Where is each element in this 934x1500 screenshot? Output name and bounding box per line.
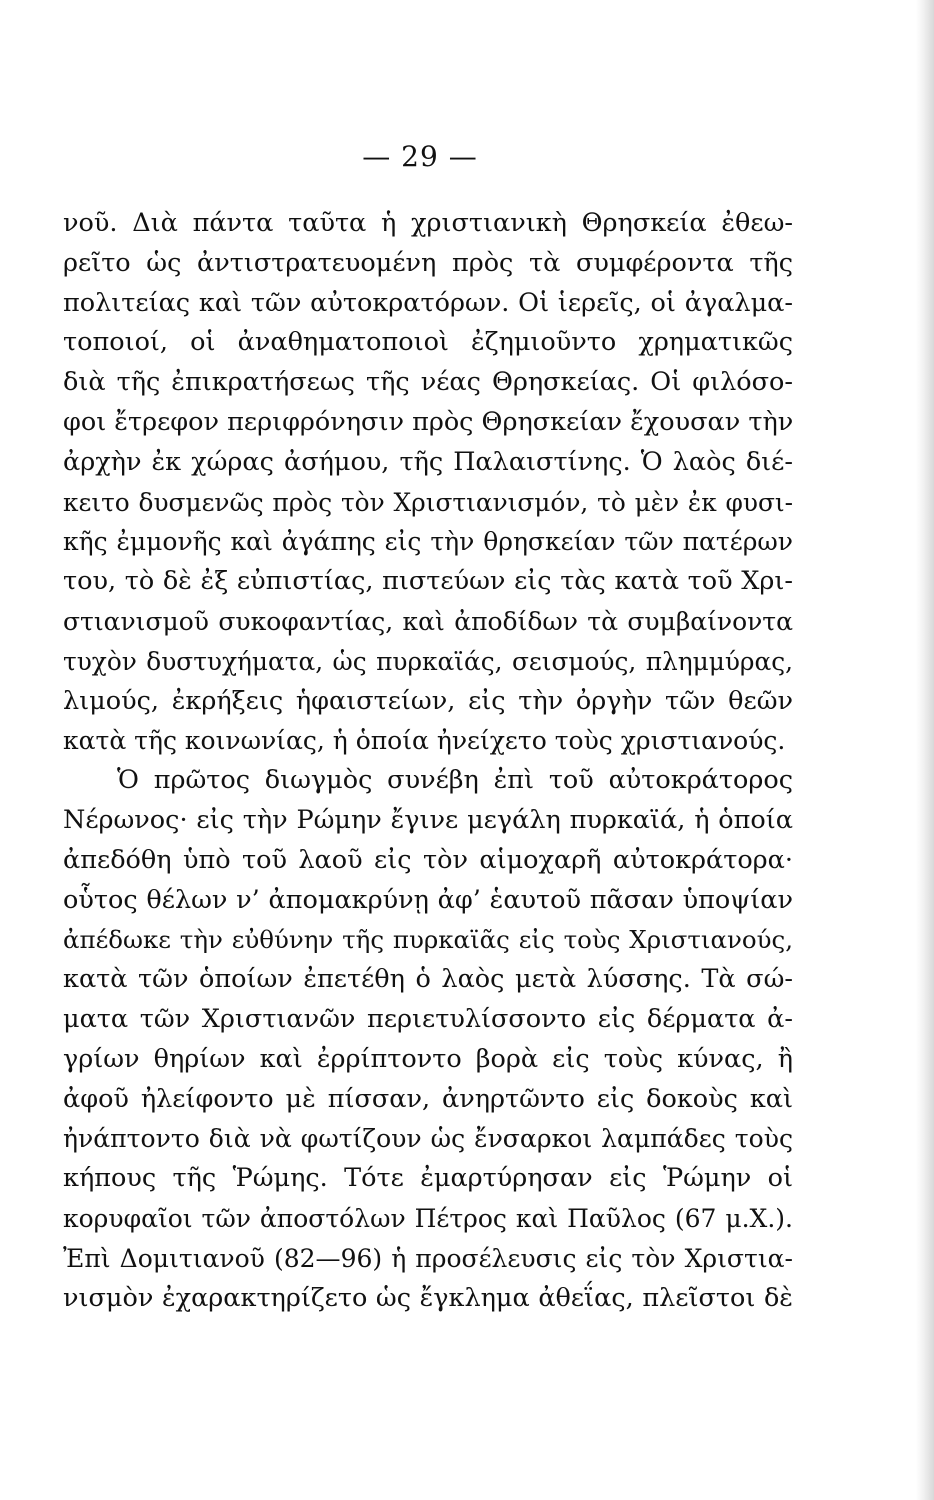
text-line: κήπους τῆς Ῥώμης. Τότε ἐμαρτύρησαν εἰς Ῥώμην οἱ — [63, 1163, 793, 1194]
text-line: Ἐπὶ Δομιτιανοῦ (82—96) ἡ προσέλευσις εἰς τὸν Χριστια- — [63, 1243, 793, 1273]
text-line: ἀφοῦ ἠλείφοντο μὲ πίσσαν, ἀνηρτῶντο εἰς δοκοὺς καὶ — [63, 1083, 793, 1114]
text-line: στιανισμοῦ συκοφαντίας, καὶ ἀποδίδων τὰ συμβαίνοντα — [63, 606, 793, 636]
text-line: νοῦ. Διὰ πάντα ταῦτα ἡ χριστιανικὴ Θρησκεία ἐθεω- — [63, 208, 793, 238]
text-line: κορυφαῖοι τῶν ἀποστόλων Πέτρος καὶ Παῦλος (67 μ.Χ.). — [63, 1203, 793, 1233]
text-line: Νέρωνος· εἰς τὴν Ρώμην ἔγινε μεγάλη πυρκαϊά, ἡ ὁποία — [63, 804, 793, 835]
text-line: τοποιοί, οἱ ἀναθηματοποιοὶ ἐζημιοῦντο χρηματικῶς — [63, 327, 793, 358]
text-line: κατὰ τῶν ὁποίων ἐπετέθη ὁ λαὸς μετὰ λύσσης. Τὰ σώ- — [63, 964, 793, 995]
text-line: ἀπέδωκε τὴν εὐθύνην τῆς πυρκαϊᾶς εἰς τοὺς Χριστιανούς, — [63, 925, 793, 955]
text-line: ἠνάπτοντο διὰ νὰ φωτίζουν ὡς ἔνσαρκοι λαμπάδες τοὺς — [63, 1124, 793, 1154]
text-line: πολιτείας καὶ τῶν αὐτοκρατόρων. Οἱ ἱερεῖς, οἱ ἀγαλμα- — [63, 287, 793, 318]
text-line: λιμούς, ἐκρήξεις ἡφαιστείων, εἰς τὴν ὀργὴν τῶν θεῶν — [63, 685, 793, 716]
page-number: — 29 — — [362, 140, 478, 173]
text-line: γρίων θηρίων καὶ ἐρρίπτοντο βορὰ εἰς τοὺς κύνας, ἢ — [63, 1043, 793, 1074]
text-line: διὰ τῆς ἐπικρατήσεως τῆς νέας Θρησκείας. Οἱ φιλόσο- — [63, 367, 793, 398]
text-line: ρεῖτο ὡς ἀντιστρατευομένη πρὸς τὰ συμφέροντα τῆς — [63, 247, 793, 278]
text-line: ματα τῶν Χριστιανῶν περιετυλίσσοντο εἰς δέρματα ἀ- — [63, 1003, 793, 1034]
text-line: τυχὸν δυστυχήματα, ὡς πυρκαϊάς, σεισμούς, πλημμύρας, — [63, 646, 793, 676]
paragraph-1 — [63, 204, 793, 761]
text-line: κατὰ τῆς κοινωνίας, ἡ ὁποία ἠνείχετο τοὺς χριστιανούς. — [63, 726, 786, 756]
text-line: Ὁ πρῶτος διωγμὸς συνέβη ἐπὶ τοῦ αὐτοκράτορος — [117, 765, 793, 796]
text-line: ἀρχὴν ἐκ χώρας ἀσήμου, τῆς Παλαιστίνης. Ὁ λαὸς διέ- — [63, 446, 793, 477]
text-line: φοι ἔτρεφον περιφρόνησιν πρὸς Θρησκείαν ἔχουσαν τὴν — [63, 406, 794, 437]
text-line: νισμὸν ἐχαρακτηρίζετο ὡς ἔγκλημα ἀθεΐας, πλεῖστοι δὲ — [63, 1282, 793, 1313]
page-edge-shadow — [916, 0, 934, 1500]
text-line: του, τὸ δὲ ἐξ εὐπιστίας, πιστεύων εἰς τὰς κατὰ τοῦ Χρι- — [63, 566, 793, 597]
body-text — [63, 204, 793, 1318]
text-line: οὗτος θέλων ν’ ἀπομακρύνῃ ἀφ’ ἑαυτοῦ πᾶσαν ὑποψίαν — [63, 884, 793, 915]
text-line: κῆς ἐμμονῆς καὶ ἀγάπης εἰς τὴν θρησκείαν τῶν πατέρων — [63, 527, 793, 557]
text-line: ἀπεδόθη ὑπὸ τοῦ λαοῦ εἰς τὸν αἱμοχαρῆ αὐτοκράτορα· — [63, 844, 793, 875]
text-line: κειτο δυσμενῶς πρὸς τὸν Χριστιανισμόν, τὸ μὲν ἐκ φυσι- — [63, 487, 793, 517]
paragraph-2 — [63, 761, 793, 1318]
